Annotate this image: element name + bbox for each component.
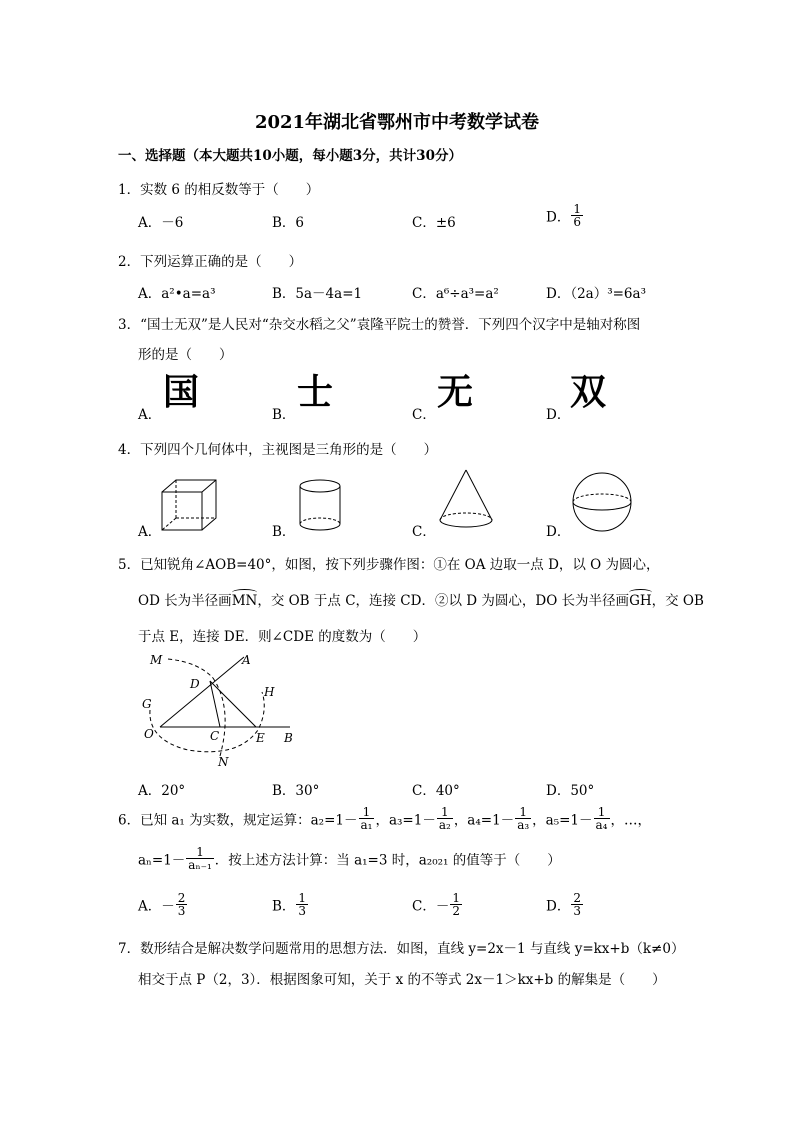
q3-stem-line1: 3．“国士无双”是人民对“杂交水稻之父”袁隆平院士的赞誉．下列四个汉字中是轴对称图 xyxy=(118,317,641,333)
q2-option-b: B．5a－4a=1 xyxy=(272,286,363,302)
q2-option-d: D．（2a）³=6a³ xyxy=(546,286,646,302)
q1-option-b: B．6 xyxy=(272,215,305,231)
label-o: O xyxy=(144,727,154,741)
q6-line2: aₙ=1－ $\frac{1}{\text{aₙ₋₁}}$ ．按上述方法计算：当 a₁=3 时，a₂₀₂₁ 的值等于（ ） xyxy=(138,845,561,872)
label-c: C xyxy=(210,729,220,743)
q6-line1: 6．已知 a₁ 为实数，规定运算：a₂=1－ $\frac{1}{\text{a₁}}$ ，a₃=1－ $\frac{1}{\text{a₂}}$ ，a₄=1－ $\frac{1}{\text{a₃}}$ ，a₅=1－ $\frac{1}{\text{a₄}}$ ，…， xyxy=(118,805,651,832)
q2-option-c: C．a⁶÷a³=a² xyxy=(412,286,499,302)
q4-stem: 4．下列四个几何体中，主视图是三角形的是（ ） xyxy=(118,442,438,458)
q5-line2: OD 长为半径画MN，交 OB 于点 C，连接 CD．②以 D 为圆心，DO 长为半径画GH，交 OB xyxy=(138,593,704,609)
q4-option-b: B． xyxy=(272,524,296,540)
glyph-shi: 士 xyxy=(297,372,334,413)
arc-mn: MN xyxy=(231,593,258,609)
q3-option-c: C． xyxy=(412,407,436,423)
q5-option-c: C．40° xyxy=(412,783,460,799)
label-n: N xyxy=(218,755,229,769)
q6-option-c: C．－ $\frac{1}{2}$ xyxy=(412,891,460,918)
label-d: D xyxy=(190,677,200,691)
label-e: E xyxy=(256,731,265,745)
q6-option-b: B． $\frac{1}{3}$ xyxy=(272,891,307,918)
q2-option-a: A．a²•a=a³ xyxy=(138,286,216,302)
glyph-wu: 无 xyxy=(437,372,474,413)
cylinder-figure xyxy=(298,478,342,534)
q2-stem: 2．下列运算正确的是（ ） xyxy=(118,254,303,270)
q5-line1: 5．已知锐角∠AOB=40°，如图，按下列步骤作图：①在 OA 边取一点 D，以 O 为圆心， xyxy=(118,557,660,573)
q1-option-c: C．±6 xyxy=(412,215,456,231)
page-title: 2021年湖北省鄂州市中考数学试卷 xyxy=(254,112,540,133)
label-m: M xyxy=(150,653,163,667)
q3-stem-line2: 形的是（ ） xyxy=(138,347,233,363)
q4-option-a: A． xyxy=(138,524,162,540)
label-h: H xyxy=(264,685,275,699)
q7-line2: 相交于点 P（2，3）．根据图象可知，关于 x 的不等式 2x－1＞kx+b 的解集是（ ） xyxy=(138,972,666,988)
arc-gh: GH xyxy=(629,593,652,609)
q6-option-a: A．－ $\frac{2}{3}$ xyxy=(138,891,186,918)
q1-option-d: D． $\frac{1}{6}$ xyxy=(546,202,581,229)
label-g: G xyxy=(142,697,152,711)
q1-stem: 1．实数 6 的相反数等于（ ） xyxy=(118,182,320,198)
q4-option-d: D． xyxy=(546,524,571,540)
q3-option-a: A． xyxy=(138,407,162,423)
q1-option-a: A．－6 xyxy=(138,215,184,231)
q5-line3: 于点 E，连接 DE．则∠CDE 的度数为（ ） xyxy=(138,629,427,645)
glyph-shuang: 双 xyxy=(570,372,607,413)
q4-option-c: C． xyxy=(412,524,436,540)
sphere-figure xyxy=(570,470,634,534)
q3-option-d: D． xyxy=(546,407,571,423)
glyph-guo: 国 xyxy=(163,372,200,413)
q3-option-b: B． xyxy=(272,407,296,423)
section-heading: 一、选择题（本大题共10小题，每小题3分，共计30分） xyxy=(118,148,462,164)
cube-figure xyxy=(160,478,220,534)
label-a: A xyxy=(242,653,251,667)
q5-option-b: B．30° xyxy=(272,783,320,799)
label-b: B xyxy=(284,731,293,745)
q5-construction-diagram xyxy=(138,650,308,772)
q6-option-d: D． $\frac{2}{3}$ xyxy=(546,891,581,918)
cone-figure xyxy=(436,468,496,532)
q5-option-a: A．20° xyxy=(138,783,186,799)
q5-option-d: D．50° xyxy=(546,783,595,799)
q7-line1: 7．数形结合是解决数学问题常用的思想方法．如图，直线 y=2x－1 与直线 y=kx+b（k≠0） xyxy=(118,941,685,957)
